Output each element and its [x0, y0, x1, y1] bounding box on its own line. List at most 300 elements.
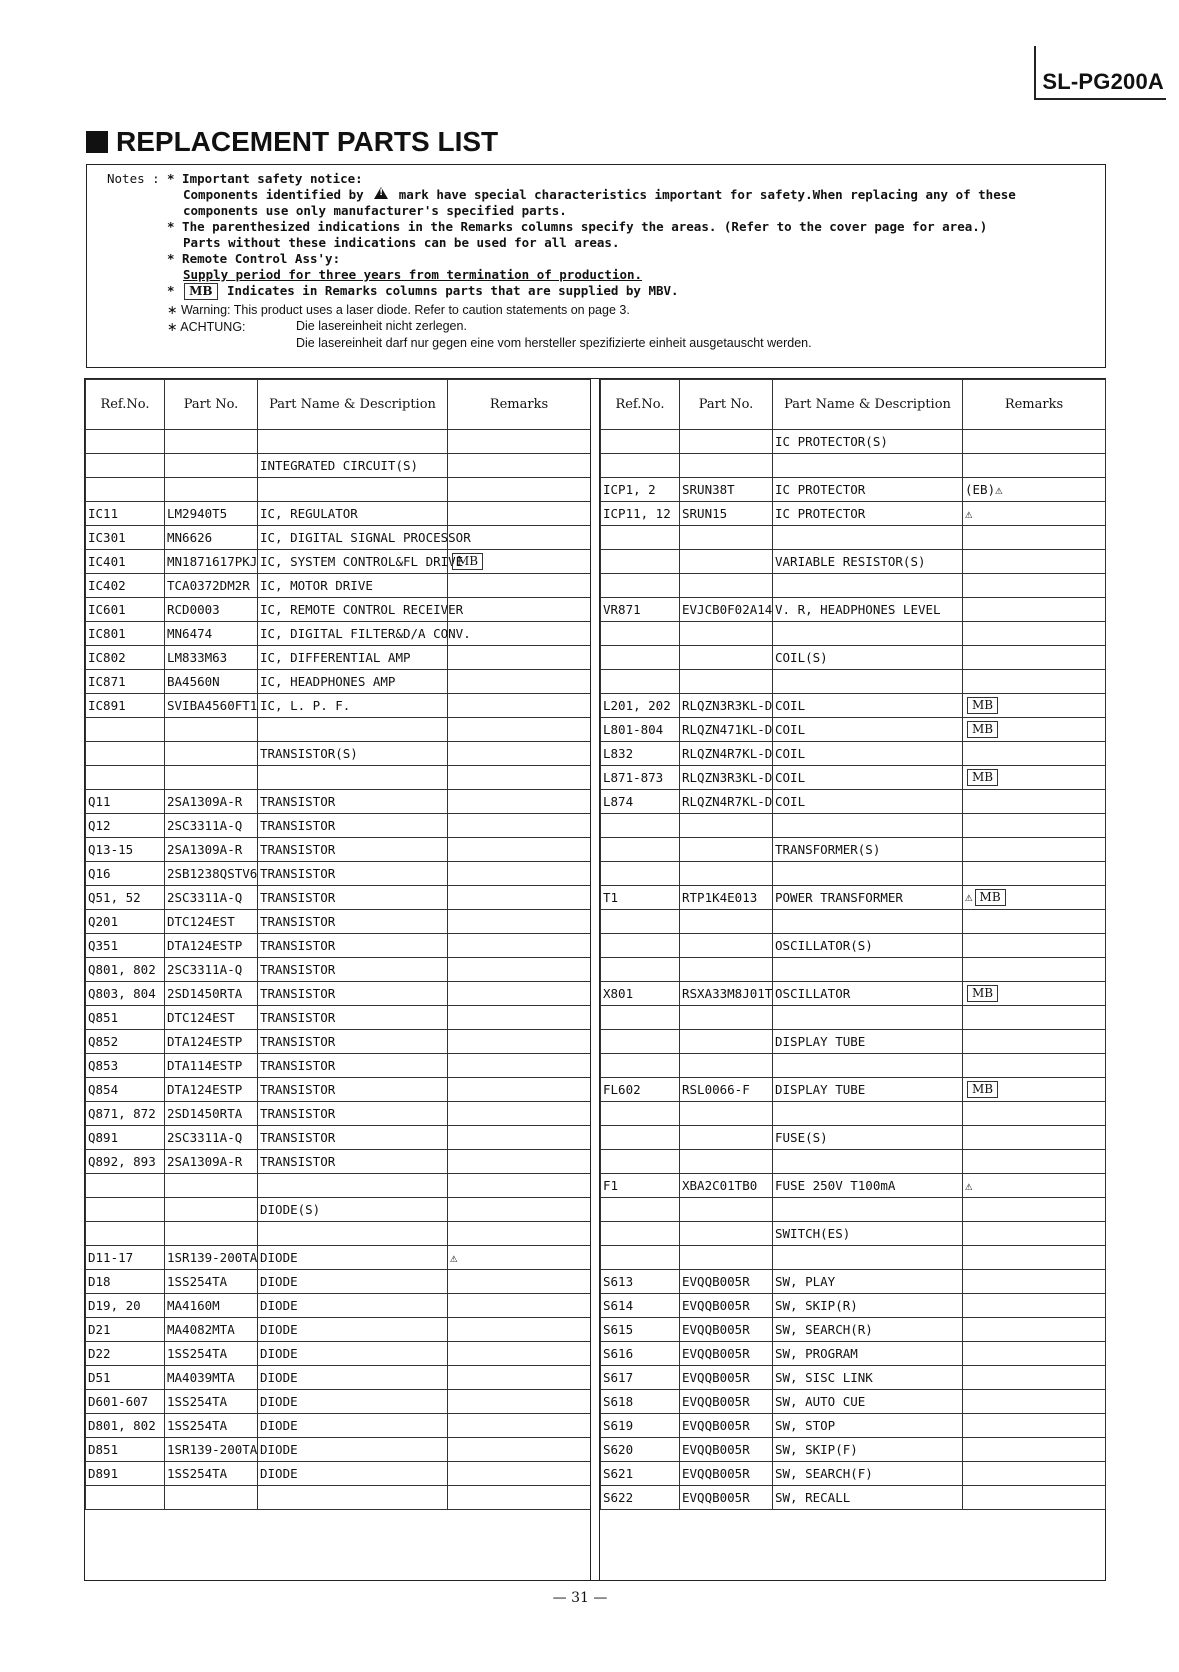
ref-no-cell: Q801, 802: [86, 958, 165, 982]
description-cell: COIL: [773, 742, 963, 766]
remarks-cell: [963, 1006, 1106, 1030]
remarks-cell: [448, 1366, 591, 1390]
remarks-cell: [963, 622, 1106, 646]
ref-no-cell: IC11: [86, 502, 165, 526]
table-row: [601, 1390, 1106, 1414]
part-no-cell: [165, 1198, 258, 1222]
description-cell: VARIABLE RESISTOR(S): [773, 550, 963, 574]
description-cell: TRANSISTOR: [258, 1078, 448, 1102]
remarks-cell: [963, 1414, 1106, 1438]
part-no-cell: RLQZN4R7KL-D: [680, 790, 773, 814]
table-row: [601, 1438, 1106, 1462]
notes-safety-line-1: [183, 187, 1016, 202]
table-row: [86, 742, 591, 766]
remarks-cell: [963, 550, 1106, 574]
ref-no-cell: IC402: [86, 574, 165, 598]
table-row: [601, 1294, 1106, 1318]
ref-no-cell: Q871, 872: [86, 1102, 165, 1126]
table-row: [86, 1174, 591, 1198]
description-cell: TRANSISTOR: [258, 790, 448, 814]
ref-no-cell: VR871: [601, 598, 680, 622]
ref-no-cell: [86, 430, 165, 454]
table-row: [86, 1294, 591, 1318]
parts-table-left: [85, 379, 591, 1510]
part-no-cell: [165, 478, 258, 502]
remarks-cell: [963, 814, 1106, 838]
description-cell: [773, 526, 963, 550]
part-no-cell: 1SS254TA: [165, 1462, 258, 1486]
description-cell: TRANSISTOR: [258, 1054, 448, 1078]
remarks-cell: [448, 934, 591, 958]
part-no-cell: [165, 718, 258, 742]
part-no-cell: 2SB1238QSTV6: [165, 862, 258, 886]
table-row: [601, 1414, 1106, 1438]
part-no-cell: EVQQB005R: [680, 1438, 773, 1462]
description-cell: TRANSISTOR: [258, 886, 448, 910]
ref-no-cell: IC891: [86, 694, 165, 718]
mb-mark-icon: MB: [967, 1081, 998, 1098]
part-no-cell: [165, 742, 258, 766]
description-cell: SW, PLAY: [773, 1270, 963, 1294]
parts-table-right: [600, 379, 1106, 1510]
remarks-cell: [963, 1438, 1106, 1462]
remarks-cell: [963, 1030, 1106, 1054]
ref-no-cell: S619: [601, 1414, 680, 1438]
ref-no-cell: [601, 1150, 680, 1174]
part-no-cell: RSXA33M8J01T: [680, 982, 773, 1006]
header-description: Part Name & Description: [258, 380, 448, 430]
ref-no-cell: S621: [601, 1462, 680, 1486]
remarks-cell: [448, 550, 591, 574]
table-row: [86, 574, 591, 598]
notes-safety-text-a: Components identified by: [183, 187, 364, 202]
table-row: [601, 598, 1106, 622]
ref-no-cell: [601, 670, 680, 694]
part-no-cell: [680, 646, 773, 670]
description-cell: TRANSFORMER(S): [773, 838, 963, 862]
model-frame: [1034, 46, 1166, 100]
part-no-cell: [680, 958, 773, 982]
part-no-cell: RLQZN3R3KL-D: [680, 766, 773, 790]
part-no-cell: 2SC3311A-Q: [165, 886, 258, 910]
remarks-cell: [963, 1246, 1106, 1270]
description-cell: IC, REGULATOR: [258, 502, 448, 526]
ref-no-cell: D51: [86, 1366, 165, 1390]
description-cell: [773, 670, 963, 694]
part-no-cell: [680, 1030, 773, 1054]
table-row: [86, 550, 591, 574]
remarks-cell: [448, 1078, 591, 1102]
description-cell: COIL(S): [773, 646, 963, 670]
part-no-cell: LM2940T5: [165, 502, 258, 526]
ref-no-cell: D801, 802: [86, 1414, 165, 1438]
description-cell: SW, RECALL: [773, 1486, 963, 1510]
notes-area-line-1: * The parenthesized indications in the Remarks columns specify the areas. (Refer to the cover page for area.): [167, 219, 988, 234]
table-row: [86, 1390, 591, 1414]
ref-no-cell: ICP11, 12: [601, 502, 680, 526]
description-cell: DIODE(S): [258, 1198, 448, 1222]
part-no-cell: MA4082MTA: [165, 1318, 258, 1342]
part-no-cell: [680, 454, 773, 478]
remarks-cell: [963, 958, 1106, 982]
part-no-cell: LM833M63: [165, 646, 258, 670]
description-cell: IC, DIGITAL FILTER&D/A CONV.: [258, 622, 448, 646]
table-row: [601, 1102, 1106, 1126]
ref-no-cell: S616: [601, 1342, 680, 1366]
description-cell: TRANSISTOR: [258, 862, 448, 886]
ref-no-cell: [601, 1222, 680, 1246]
ref-no-cell: [86, 1198, 165, 1222]
ref-no-cell: [601, 1006, 680, 1030]
table-row: [601, 454, 1106, 478]
ref-no-cell: S617: [601, 1366, 680, 1390]
part-no-cell: [680, 670, 773, 694]
header-ref-no: Ref.No.: [601, 380, 680, 430]
notes-warning: ∗ Warning: This product uses a laser diode. Refer to caution statements on page 3.: [167, 303, 630, 317]
part-no-cell: [680, 838, 773, 862]
table-row: [601, 430, 1106, 454]
description-cell: [258, 718, 448, 742]
remarks-cell: [963, 1198, 1106, 1222]
notes-remote-heading: * Remote Control Ass'y:: [167, 251, 341, 266]
remarks-cell: [448, 1438, 591, 1462]
ref-no-cell: Q16: [86, 862, 165, 886]
remarks-cell: [963, 598, 1106, 622]
table-row: [601, 718, 1106, 742]
table-row: [86, 478, 591, 502]
mb-mark-icon: MB: [967, 985, 998, 1002]
part-no-cell: BA4560N: [165, 670, 258, 694]
ref-no-cell: [601, 838, 680, 862]
page-number: — 31 —: [552, 1590, 608, 1606]
description-cell: DIODE: [258, 1438, 448, 1462]
part-no-cell: 2SD1450RTA: [165, 1102, 258, 1126]
table-row: [601, 1030, 1106, 1054]
part-no-cell: EVQQB005R: [680, 1270, 773, 1294]
description-cell: DISPLAY TUBE: [773, 1078, 963, 1102]
description-cell: OSCILLATOR: [773, 982, 963, 1006]
table-row: [601, 814, 1106, 838]
description-cell: [773, 574, 963, 598]
part-no-cell: SRUN15: [680, 502, 773, 526]
description-cell: [773, 1102, 963, 1126]
description-cell: TRANSISTOR: [258, 1150, 448, 1174]
description-cell: IC PROTECTOR: [773, 502, 963, 526]
table-row: [601, 1198, 1106, 1222]
table-row: [601, 1342, 1106, 1366]
remarks-cell: [963, 1486, 1106, 1510]
remarks-cell: [448, 1174, 591, 1198]
description-cell: IC, SYSTEM CONTROL&FL DRIVE: [258, 550, 448, 574]
remarks-cell: [963, 1390, 1106, 1414]
ref-no-cell: [601, 1198, 680, 1222]
part-no-cell: [165, 1222, 258, 1246]
description-cell: DISPLAY TUBE: [773, 1030, 963, 1054]
table-row: [86, 670, 591, 694]
remarks-cell: [448, 838, 591, 862]
ref-no-cell: S613: [601, 1270, 680, 1294]
remarks-cell: [963, 670, 1106, 694]
remarks-cell: [963, 1150, 1106, 1174]
warning-mark: ⚠: [965, 889, 973, 904]
description-cell: [773, 1246, 963, 1270]
table-row: [601, 838, 1106, 862]
part-no-cell: EVQQB005R: [680, 1366, 773, 1390]
description-cell: COIL: [773, 718, 963, 742]
part-no-cell: MN1871617PKJ: [165, 550, 258, 574]
ref-no-cell: [86, 454, 165, 478]
remarks-cell: [448, 862, 591, 886]
ref-no-cell: X801: [601, 982, 680, 1006]
header-description: Part Name & Description: [773, 380, 963, 430]
table-row: [601, 1246, 1106, 1270]
part-no-cell: TCA0372DM2R: [165, 574, 258, 598]
table-row: [86, 718, 591, 742]
description-cell: IC, DIGITAL SIGNAL PROCESSOR: [258, 526, 448, 550]
remarks-cell: [448, 1318, 591, 1342]
part-no-cell: RLQZN3R3KL-D: [680, 694, 773, 718]
remarks-cell: [963, 886, 1106, 910]
notes-remote-supply: Supply period for three years from termination of production.: [183, 267, 643, 282]
table-row: [86, 1318, 591, 1342]
table-row: [86, 934, 591, 958]
warning-triangle-icon: [374, 187, 388, 199]
description-cell: TRANSISTOR: [258, 958, 448, 982]
part-no-cell: 2SD1450RTA: [165, 982, 258, 1006]
part-no-cell: RCD0003: [165, 598, 258, 622]
part-no-cell: 1SR139-200TA: [165, 1438, 258, 1462]
ref-no-cell: [86, 1222, 165, 1246]
ref-no-cell: [601, 958, 680, 982]
description-cell: SW, AUTO CUE: [773, 1390, 963, 1414]
remarks-cell: [448, 1006, 591, 1030]
table-row: [601, 1174, 1106, 1198]
table-row: [601, 934, 1106, 958]
description-cell: TRANSISTOR: [258, 1006, 448, 1030]
ref-no-cell: [601, 430, 680, 454]
remarks-cell: [963, 646, 1106, 670]
remarks-cell: ⚠: [448, 1246, 591, 1270]
table-row: [601, 910, 1106, 934]
table-row: [601, 958, 1106, 982]
part-no-cell: 1SR139-200TA: [165, 1246, 258, 1270]
ref-no-cell: Q201: [86, 910, 165, 934]
remarks-cell: [963, 430, 1106, 454]
part-no-cell: [680, 526, 773, 550]
table-row: [86, 430, 591, 454]
page-title: [86, 126, 498, 158]
description-cell: [773, 862, 963, 886]
description-cell: [773, 1006, 963, 1030]
description-cell: IC PROTECTOR(S): [773, 430, 963, 454]
ref-no-cell: [601, 862, 680, 886]
part-no-cell: [680, 814, 773, 838]
part-no-cell: [165, 766, 258, 790]
description-cell: [773, 622, 963, 646]
part-no-cell: [680, 862, 773, 886]
remarks-cell: [448, 1150, 591, 1174]
table-row: [86, 1342, 591, 1366]
description-cell: COIL: [773, 766, 963, 790]
header-ref-no: Ref.No.: [86, 380, 165, 430]
description-cell: [773, 1054, 963, 1078]
table-row: [86, 1486, 591, 1510]
ref-no-cell: [601, 550, 680, 574]
ref-no-cell: [601, 1246, 680, 1270]
table-row: [86, 1126, 591, 1150]
remarks-cell: [448, 790, 591, 814]
table-row: [601, 1486, 1106, 1510]
notes-mb-bullet: *: [167, 283, 175, 298]
ref-no-cell: Q51, 52: [86, 886, 165, 910]
description-cell: V. R, HEADPHONES LEVEL: [773, 598, 963, 622]
mb-mark-icon: MB: [967, 697, 998, 714]
table-row: [601, 1054, 1106, 1078]
ref-no-cell: D21: [86, 1318, 165, 1342]
part-no-cell: 2SA1309A-R: [165, 1150, 258, 1174]
ref-no-cell: L801-804: [601, 718, 680, 742]
description-cell: DIODE: [258, 1462, 448, 1486]
table-row: [86, 910, 591, 934]
notes-mb-line: [167, 283, 679, 300]
description-cell: SW, STOP: [773, 1414, 963, 1438]
remarks-cell: [963, 1366, 1106, 1390]
part-no-cell: [680, 1222, 773, 1246]
mb-mark-icon: MB: [967, 769, 998, 786]
ref-no-cell: Q11: [86, 790, 165, 814]
remarks-cell: [963, 1342, 1106, 1366]
description-cell: IC PROTECTOR: [773, 478, 963, 502]
part-no-cell: SRUN38T: [680, 478, 773, 502]
table-row: [86, 814, 591, 838]
description-cell: TRANSISTOR: [258, 1102, 448, 1126]
page-title-text: REPLACEMENT PARTS LIST: [116, 126, 499, 157]
description-cell: [258, 766, 448, 790]
table-row: [86, 838, 591, 862]
table-row: [86, 958, 591, 982]
ref-no-cell: S614: [601, 1294, 680, 1318]
ref-no-cell: Q854: [86, 1078, 165, 1102]
ref-no-cell: [601, 814, 680, 838]
ref-no-cell: [601, 910, 680, 934]
part-no-cell: EVJCB0F02A14: [680, 598, 773, 622]
remarks-cell: [448, 742, 591, 766]
part-no-cell: 1SS254TA: [165, 1342, 258, 1366]
description-cell: TRANSISTOR: [258, 814, 448, 838]
table-row: [86, 694, 591, 718]
description-cell: SW, SEARCH(R): [773, 1318, 963, 1342]
ref-no-cell: Q891: [86, 1126, 165, 1150]
description-cell: [258, 1174, 448, 1198]
description-cell: IC, REMOTE CONTROL RECEIVER: [258, 598, 448, 622]
part-no-cell: [680, 1198, 773, 1222]
part-no-cell: EVQQB005R: [680, 1318, 773, 1342]
part-no-cell: EVQQB005R: [680, 1294, 773, 1318]
description-cell: COIL: [773, 694, 963, 718]
table-row: [601, 526, 1106, 550]
remarks-cell: [448, 430, 591, 454]
description-cell: [258, 1222, 448, 1246]
mb-mark-icon: MB: [452, 553, 483, 570]
ref-no-cell: L874: [601, 790, 680, 814]
description-cell: SW, SKIP(F): [773, 1438, 963, 1462]
description-cell: DIODE: [258, 1390, 448, 1414]
table-row: [601, 670, 1106, 694]
table-row: [86, 1054, 591, 1078]
ref-no-cell: L201, 202: [601, 694, 680, 718]
ref-no-cell: [86, 1174, 165, 1198]
ref-no-cell: D22: [86, 1342, 165, 1366]
part-no-cell: [680, 1126, 773, 1150]
remarks-cell: [448, 1126, 591, 1150]
parts-tables: [84, 378, 1106, 1581]
part-no-cell: [680, 1102, 773, 1126]
ref-no-cell: F1: [601, 1174, 680, 1198]
table-row: [601, 1150, 1106, 1174]
remarks-cell: ⚠: [963, 502, 1106, 526]
part-no-cell: DTA114ESTP: [165, 1054, 258, 1078]
notes-safety-text-b: mark have special characteristics important for safety.When replacing any of these: [398, 187, 1016, 202]
ref-no-cell: [86, 478, 165, 502]
description-cell: TRANSISTOR: [258, 1030, 448, 1054]
mb-mark-icon: MB: [184, 283, 217, 300]
table-header-row: [601, 380, 1106, 430]
remarks-cell: [448, 958, 591, 982]
remarks-cell: [963, 1222, 1106, 1246]
part-no-cell: MN6474: [165, 622, 258, 646]
table-row: [86, 1198, 591, 1222]
description-cell: IC, DIFFERENTIAL AMP: [258, 646, 448, 670]
remarks-cell: [448, 502, 591, 526]
part-no-cell: SVIBA4560FT1: [165, 694, 258, 718]
remarks-cell: [963, 790, 1106, 814]
remarks-cell: [448, 574, 591, 598]
header-remarks: Remarks: [963, 380, 1106, 430]
remarks-cell: [963, 1294, 1106, 1318]
part-no-cell: DTA124ESTP: [165, 1078, 258, 1102]
remarks-cell: [448, 814, 591, 838]
part-no-cell: RSL0066-F: [680, 1078, 773, 1102]
remarks-cell: [448, 1414, 591, 1438]
table-row: [86, 502, 591, 526]
ref-no-cell: [601, 1102, 680, 1126]
remarks-cell: [963, 838, 1106, 862]
ref-no-cell: [601, 454, 680, 478]
notes-box: [86, 164, 1106, 368]
remarks-cell: [448, 598, 591, 622]
ref-no-cell: [601, 574, 680, 598]
ref-no-cell: IC801: [86, 622, 165, 646]
description-cell: IC, L. P. F.: [258, 694, 448, 718]
remarks-cell: [448, 982, 591, 1006]
ref-no-cell: [601, 622, 680, 646]
description-cell: TRANSISTOR: [258, 838, 448, 862]
ref-no-cell: Q853: [86, 1054, 165, 1078]
table-row: [86, 526, 591, 550]
ref-no-cell: S618: [601, 1390, 680, 1414]
table-row: [601, 1318, 1106, 1342]
notes-mb-text: Indicates in Remarks columns parts that are supplied by MBV.: [227, 283, 679, 298]
table-row: [601, 1462, 1106, 1486]
part-no-cell: 1SS254TA: [165, 1390, 258, 1414]
description-cell: DIODE: [258, 1342, 448, 1366]
ref-no-cell: [601, 1126, 680, 1150]
description-cell: FUSE(S): [773, 1126, 963, 1150]
ref-no-cell: [601, 1054, 680, 1078]
table-row: [86, 646, 591, 670]
table-row: [86, 598, 591, 622]
remarks-cell: [963, 574, 1106, 598]
